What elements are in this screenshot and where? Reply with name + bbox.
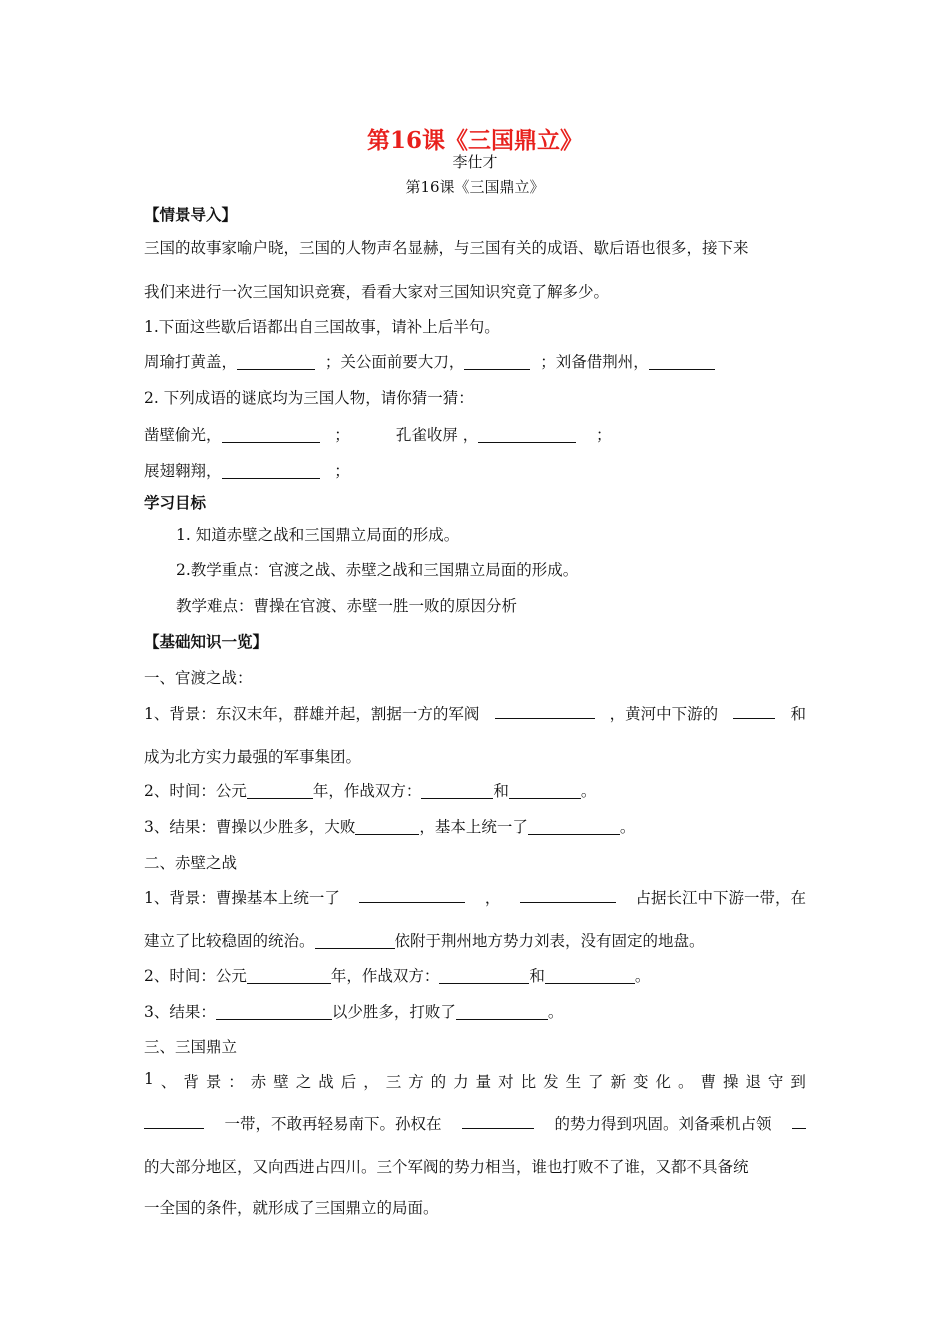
answer-blank[interactable] xyxy=(237,353,315,370)
answer-blank[interactable] xyxy=(520,886,616,903)
s2-result-text-b: 以少胜多，打败了 xyxy=(331,1003,456,1021)
basics-heading: 【基础知识一览】 xyxy=(144,632,269,651)
s2-result-text-a: 3、结果： xyxy=(144,1003,216,1021)
answer-blank[interactable] xyxy=(315,932,395,949)
answer-blank[interactable] xyxy=(216,1003,332,1020)
intro-heading: 【情景导入】 xyxy=(144,205,238,224)
answer-blank[interactable] xyxy=(439,967,529,984)
answer-blank[interactable] xyxy=(222,426,320,443)
answer-blank[interactable] xyxy=(733,702,775,719)
answer-blank[interactable] xyxy=(247,782,313,799)
q2-item-b: 孔雀收屏 ， xyxy=(395,426,479,444)
s2-time-sides-label: 年，作战双方： xyxy=(330,967,440,985)
q2-item-a: 凿壁偷光， xyxy=(144,426,222,444)
s3-bg-text-b: 的势力得到巩固。刘备乘机占领 xyxy=(554,1115,772,1133)
author-name: 李仕才 xyxy=(452,153,498,171)
section-3-title: 三、三国鼎立 xyxy=(144,1038,238,1056)
s2-time-end: 。 xyxy=(634,967,651,985)
s2-bg-text-d: 建立了比较稳固的统治。 xyxy=(144,932,315,950)
section-1-background-line-1 xyxy=(144,702,806,724)
q1-item-b: ；关公面前要大刀， xyxy=(324,353,465,371)
q2-item-c: 展翅翱翔， xyxy=(144,462,222,480)
answer-blank[interactable] xyxy=(247,967,331,984)
section-3-background-line-4: 一全国的条件，就形成了三国鼎立的局面。 xyxy=(144,1199,439,1217)
section-2-title: 二、赤壁之战 xyxy=(144,854,238,872)
s1-bg-text-b: ，黄河中下游的 xyxy=(609,705,719,723)
section-3-background-line-2 xyxy=(144,1112,806,1134)
answer-blank[interactable] xyxy=(222,462,320,479)
intro-paragraph-line-2: 我们来进行一次三国知识竞赛，看看大家对三国知识究竟了解多少。 xyxy=(144,283,610,301)
s2-bg-text-a: 1、背景：曹操基本上统一了 xyxy=(144,889,340,907)
s1-time-label: 2、时间：公元 xyxy=(144,782,247,800)
answer-blank[interactable] xyxy=(509,782,581,799)
document-title: 第16课《三国鼎立》 xyxy=(366,127,583,154)
goal-1: 1. 知道赤壁之战和三国鼎立局面的形成。 xyxy=(176,526,460,544)
lesson-subtitle: 第16课《三国鼎立》 xyxy=(405,178,545,196)
question-2-row-1 xyxy=(144,423,611,445)
s1-result-text-a: 3、结果：曹操以少胜多，大败 xyxy=(144,818,356,836)
answer-blank[interactable] xyxy=(478,426,576,443)
q1-item-a: 周瑜打黄盖， xyxy=(144,353,238,371)
goal-2: 2.教学重点：官渡之战、赤壁之战和三国鼎立局面的形成。 xyxy=(176,561,579,579)
section-1-title: 一、官渡之战： xyxy=(144,669,253,687)
q2-separator: ； xyxy=(334,426,350,444)
goals-heading: 学习目标 xyxy=(144,493,207,512)
s1-result-end: 。 xyxy=(619,818,636,836)
question-1-answers xyxy=(144,350,715,372)
answer-blank[interactable] xyxy=(456,1003,548,1020)
s1-time-sides-label: 年，作战双方： xyxy=(312,782,422,800)
answer-blank[interactable] xyxy=(359,886,465,903)
answer-blank[interactable] xyxy=(144,1112,204,1129)
section-2-background-line-1 xyxy=(144,886,806,908)
section-2-background-line-2 xyxy=(144,929,705,951)
answer-blank[interactable] xyxy=(649,353,715,370)
answer-blank[interactable] xyxy=(528,818,620,835)
answer-blank[interactable] xyxy=(464,353,530,370)
section-3-background-line-1: 1 、 背 景 ： 赤 壁 之 战 后 ， 三 方 的 力 量 对 比 发 生 了 新 变 化 。 曹 操 退 守 到 xyxy=(144,1070,806,1091)
q2-separator: ； xyxy=(334,462,350,480)
s2-bg-text-c: 占据长江中下游一带，在 xyxy=(635,889,806,907)
s1-bg-text-a: 1、背景：东汉末年，群雄并起，割据一方的军阀 xyxy=(144,705,480,723)
answer-blank[interactable] xyxy=(462,1112,534,1129)
question-2-row-2 xyxy=(144,459,350,481)
answer-blank[interactable] xyxy=(355,818,419,835)
q1-item-c: ；刘备借荆州， xyxy=(540,353,649,371)
intro-paragraph-line-1: 三国的故事家喻户晓，三国的人物声名显赫，与三国有关的成语、歇后语也很多，接下来 xyxy=(144,239,749,257)
s2-bg-text-e: 依附于荆州地方势力刘表，没有固定的地盘。 xyxy=(394,932,705,950)
section-1-time xyxy=(144,779,596,801)
s1-time-and: 和 xyxy=(493,782,509,800)
s2-time-and: 和 xyxy=(529,967,545,985)
q2-separator: ； xyxy=(595,426,612,444)
s2-time-label: 2、时间：公元 xyxy=(144,967,247,985)
answer-blank[interactable] xyxy=(495,702,595,719)
s1-time-end: 。 xyxy=(580,782,597,800)
section-1-result xyxy=(144,815,635,837)
goal-3: 教学难点：曹操在官渡、赤壁一胜一败的原因分析 xyxy=(176,597,518,615)
answer-blank[interactable] xyxy=(421,782,493,799)
s2-bg-comma: ， xyxy=(484,889,501,907)
section-2-time xyxy=(144,964,650,986)
section-2-result xyxy=(144,1000,563,1022)
question-1-prompt: 1.下面这些歇后语都出自三国故事，请补上后半句。 xyxy=(144,318,500,336)
answer-blank[interactable] xyxy=(545,967,635,984)
s2-result-end: 。 xyxy=(547,1003,564,1021)
s3-bg-text-a: 一带，不敢再轻易南下。孙权在 xyxy=(224,1115,442,1133)
s1-result-text-b: ，基本上统一了 xyxy=(419,818,528,836)
section-1-background-line-2: 成为北方实力最强的军事集团。 xyxy=(144,748,362,766)
question-2-prompt: 2. 下列成语的谜底均为三国人物，请你猜一猜： xyxy=(144,389,474,407)
answer-blank[interactable] xyxy=(792,1112,806,1129)
s1-bg-text-c: 和 xyxy=(790,705,806,723)
section-3-background-line-3: 的大部分地区，又向西进占四川。三个军阀的势力相当，谁也打败不了谁，又都不具备统 xyxy=(144,1158,749,1176)
